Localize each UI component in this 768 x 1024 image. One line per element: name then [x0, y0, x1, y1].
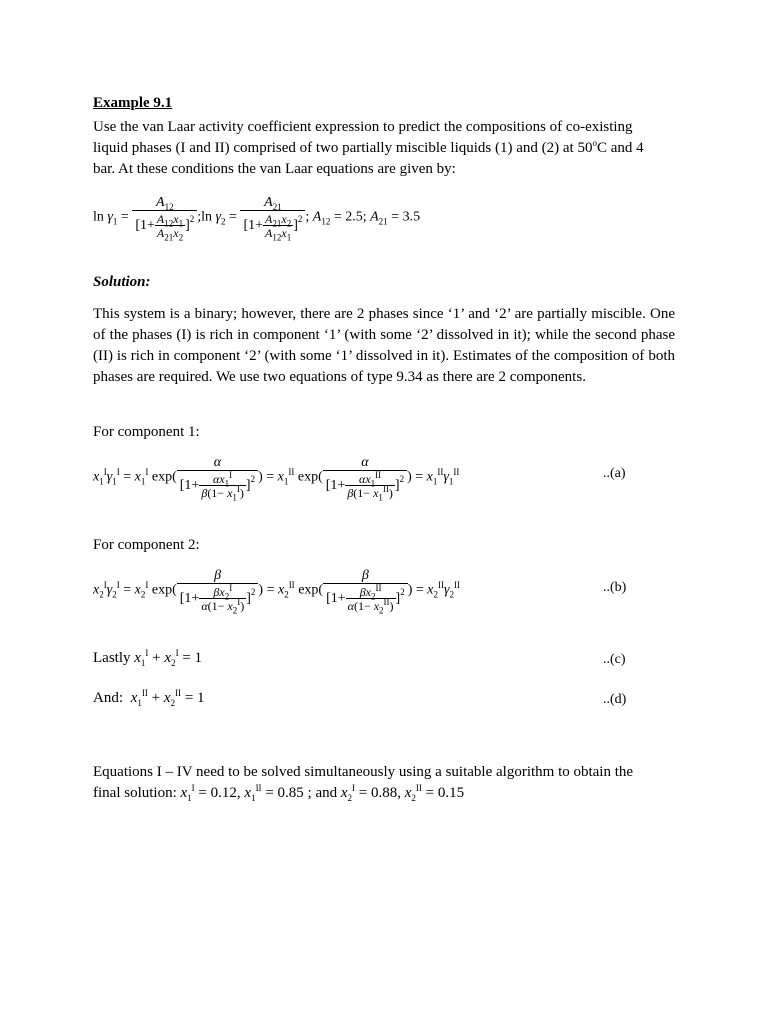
x2-I-value: 0.88: [371, 785, 398, 801]
solution-heading: Solution:: [93, 274, 151, 290]
component1-label: For component 1:: [93, 424, 200, 440]
equation-c-ref: ..(c): [603, 652, 626, 667]
van-laar-equations: $\ln \gamma_1$ = $A_{12}$ [1+ $\frac{A_{12}x_1}{A_{21}x_2}$ ] 2 ;ln $\gamma_2$ = $A_{21}$ [1+ $\frac{A_{21}x_2}{A_{12}x_1}$ ] 2 ; $A_{12} = 2.5$; $A_{21} = 3.5$: [93, 195, 421, 243]
equation-a-ref: ..(a): [603, 466, 626, 481]
equation-d-ref: ..(d): [603, 692, 627, 707]
x1-I-value: 0.12: [210, 785, 237, 801]
equation-d: And: $x_1^{II} + x_2^{II} = 1$: [93, 688, 205, 708]
conclusion: [93, 762, 675, 804]
problem-line-1: Use the van Laar activity coefficient expression to predict the compositions of co-existing: [93, 119, 633, 135]
problem-line-2: liquid phases (I and II) comprised of two partially miscible liquids (1) and (2) at 50$^o$C and 4: [93, 138, 644, 156]
solution-paragraph: This system is a binary; however, there are 2 phases since ‘1’ and ‘2’ are partially miscible. One of the phases (I) is rich in component ‘1’ (with some ‘2’ dissolved in it); while the second phase (II) is rich in component ‘2’ (with some ‘1’ dissolved in it). Estimates of the composition of both phases are required. We use two equations of type 9.34 as there are 2 components.: [93, 306, 675, 385]
equation-c: Lastly $x_1^I + x_2^I = 1$: [93, 648, 203, 668]
equation-a: $x_1^I\gamma_1^I = x_1^I$ exp( α [1+ $\frac{\alpha x_1^I}{\beta(1- x_1^I)}$ ] 2 ) = $x_1^{II}$ exp( α [1+ $\frac{\alpha x_1^{II}}{\beta(1- x_1^{II})}$ ] 2 ) = $x_1^{II}\gamma_1^{II}$: [93, 455, 460, 503]
conclusion-line-1: Equations I – IV need to be solved simultaneously using a suitable algorithm to obtain the: [93, 764, 634, 780]
equation-b-ref: ..(b): [603, 580, 627, 595]
component2-label: For component 2:: [93, 537, 200, 553]
problem-line-3: bar. At these conditions the van Laar equations are given by:: [93, 161, 456, 177]
ln-gamma1-fraction: $A_{12}$ [1+ $\frac{A_{12}x_1}{A_{21}x_2}$ ] 2: [132, 196, 197, 239]
x1-II-value: 0.85: [277, 785, 304, 801]
conclusion-line-2: final solution: $x_1^I = 0.12$, $x_1^{II} = 0.85$ ; and $x_2^I = 0.88$, $x_2^{II} = 0.15$: [93, 783, 465, 803]
x2-II-value: 0.15: [437, 785, 465, 801]
example-heading: Example 9.1: [93, 95, 173, 111]
ln-gamma2-fraction: $A_{21}$ [1+ $\frac{A_{21}x_2}{A_{12}x_1}$ ] 2: [240, 196, 305, 239]
problem-statement: [93, 117, 675, 180]
equation-b: $x_2^I\gamma_2^I = x_2^I$ exp( β [1+ $\frac{\beta x_2^I}{\alpha(1- x_2^I)}$ ] 2 ) = $x_2^{II}$ exp( β [1+ $\frac{\beta x_2^{II}}{\alpha(1- x_2^{II})}$ ] 2 ) = $x_2^{II}\gamma_2^{II}$: [93, 568, 461, 616]
